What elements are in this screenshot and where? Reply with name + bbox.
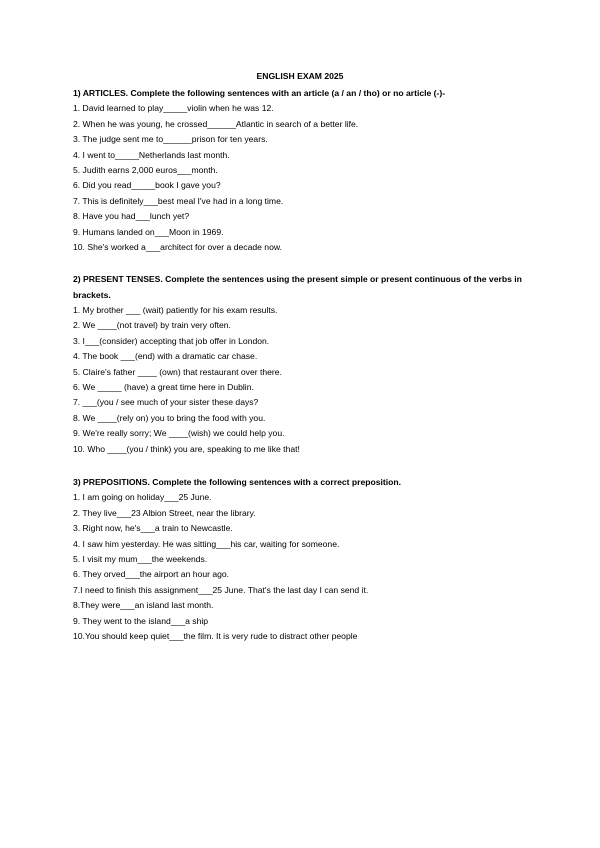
section-prepositions bbox=[73, 475, 533, 644]
exercise-item: 1. I am going on holiday___25 June. bbox=[73, 492, 212, 503]
exercise-item: 10. Who ____(you / think) you are, speaking to me like that! bbox=[73, 443, 300, 454]
exercise-item: 5. I visit my mum___the weekends. bbox=[73, 554, 208, 565]
exercise-item: 4. I saw him yesterday. He was sitting___his car, waiting for someone. bbox=[73, 538, 340, 549]
section-heading: 3) PREPOSITIONS. Complete the following sentences with a correct preposition. bbox=[73, 477, 402, 487]
exercise-item: 4. The book ___(end) with a dramatic car chase. bbox=[73, 351, 258, 362]
exercise-item: 1. My brother ___ (wait) patiently for his exam results. bbox=[73, 305, 278, 315]
exercise-item: 5. Judith earns 2,000 euros___month. bbox=[73, 165, 218, 176]
exercise-item: 1. David learned to play_____violin when he was 12. bbox=[73, 103, 274, 114]
exercise-item: 4. I went to_____Netherlands last month. bbox=[73, 149, 230, 160]
exercise-item: 9. We're really sorry; We ____(wish) we could help you. bbox=[73, 428, 285, 439]
exercise-item: 2. We ____(not travel) by train very often. bbox=[73, 320, 231, 331]
exercise-item: 7. This is definitely___best meal I've had in a long time. bbox=[73, 195, 284, 206]
exercise-item: 9. They went to the island___a ship bbox=[73, 615, 209, 626]
section-heading: 1) ARTICLES. Complete the following sentences with an article (a / an / tho) or no article (-)- bbox=[73, 88, 446, 98]
exercise-item: 6. We _____ (have) a great time here in Dublin. bbox=[73, 382, 254, 393]
exercise-item: 3. The judge sent me to______prison for ten years. bbox=[73, 134, 268, 145]
section-heading: 2) PRESENT TENSES. Complete the sentences using the present simple or present continuous of the verbs in brackets. bbox=[73, 274, 522, 300]
exercise-item: 3. Right now, he's___a train to Newcastle. bbox=[73, 523, 233, 534]
exercise-item: 3. I___(consider) accepting that job offer in London. bbox=[73, 335, 270, 346]
exercise-item: 8.They were___an island last month. bbox=[73, 600, 214, 611]
exercise-item: 10. She's worked a___architect for over a decade now. bbox=[73, 242, 282, 253]
exercise-item: 9. Humans landed on___Moon in 1969. bbox=[73, 226, 224, 237]
section-articles bbox=[73, 86, 533, 255]
exercise-item: 8. We ____(rely on) you to bring the food with you. bbox=[73, 412, 266, 423]
section-present-tenses bbox=[73, 272, 533, 457]
exercise-item: 6. Did you read_____book I gave you? bbox=[73, 180, 221, 191]
exercise-item: 2. When he was young, he crossed______Atlantic in search of a better life. bbox=[73, 118, 359, 129]
exercise-item: 6. They orved___the airport an hour ago. bbox=[73, 569, 230, 580]
exam-title: ENGLISH EXAM 2025 bbox=[256, 71, 344, 81]
exercise-item: 7.I need to finish this assignment___25 June. That's the last day I can send it. bbox=[73, 584, 369, 595]
exercise-item: 7. ___(you / see much of your sister these days? bbox=[73, 397, 259, 408]
exercise-item: 2. They live___23 Albion Street, near the library. bbox=[73, 507, 256, 518]
exercise-item: 8. Have you had___lunch yet? bbox=[73, 211, 190, 222]
exercise-item: 5. Claire's father ____ (own) that restaurant over there. bbox=[73, 366, 282, 377]
exercise-item: 10.You should keep quiet___the film. It is very rude to distract other people bbox=[73, 631, 358, 642]
